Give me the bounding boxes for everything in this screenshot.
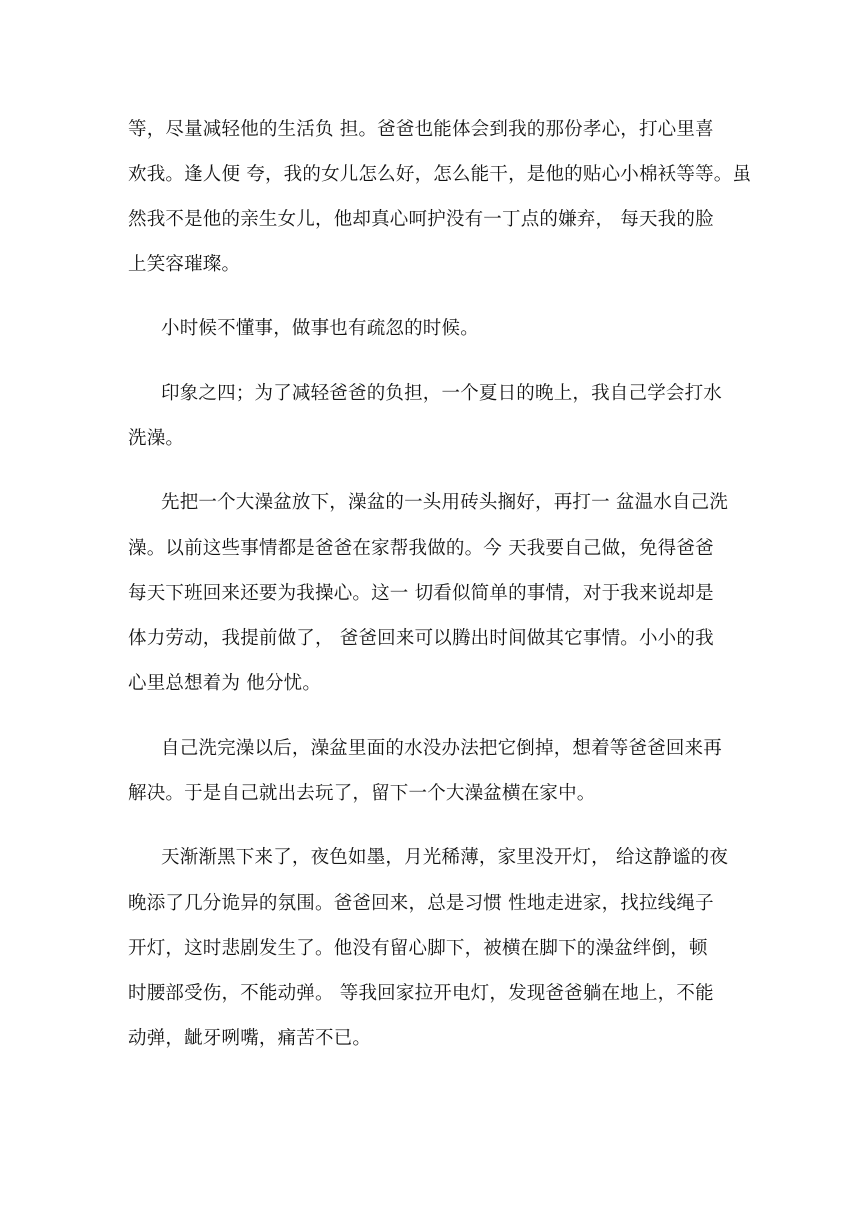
paragraph-line: 小时候不懂事，做事也有疏忽的时候。 xyxy=(161,318,479,339)
paragraph-line: 自己洗完澡以后，澡盆里面的水没办法把它倒掉，想着等爸爸回来再 xyxy=(161,738,723,759)
paragraph-line: 每天下班回来还要为我操心。这一 切看似简单的事情，对于我来说却是 xyxy=(128,583,714,604)
paragraph-line: 先把一个大澡盆放下，澡盆的一头用砖头搁好，再打一 盆温水自己洗 xyxy=(161,492,729,513)
paragraph-line: 洗澡。 xyxy=(128,428,185,449)
paragraph-line: 天渐渐黑下来了，夜色如墨，月光稀薄，家里没开灯， 给这静谧的夜 xyxy=(161,847,729,868)
paragraph-line: 开灯，这时悲剧发生了。他没有留心脚下，被横在脚下的澡盆绊倒，顿 xyxy=(128,938,708,959)
paragraph-line: 印象之四；为了减轻爸爸的负担，一个夏日的晚上，我自己学会打水 xyxy=(161,383,723,404)
paragraph-line: 欢我。逢人便 夸，我的女儿怎么好，怎么能干，是他的贴心小棉袄等等。虽 xyxy=(128,164,752,185)
paragraph-line: 澡。以前这些事情都是爸爸在家帮我做的。今 天我要自己做，免得爸爸 xyxy=(128,538,714,559)
paragraph-line: 解决。于是自己就出去玩了，留下一个大澡盆横在家中。 xyxy=(128,783,596,804)
paragraph-line: 时腰部受伤，不能动弹。 等我回家拉开电灯，发现爸爸躺在地上，不能 xyxy=(128,983,714,1004)
paragraph-line: 等，尽量减轻他的生活负 担。爸爸也能体会到我的那份孝心，打心里喜 xyxy=(128,119,714,140)
paragraph-line: 然我不是他的亲生女儿，他却真心呵护没有一丁点的嫌弃， 每天我的脸 xyxy=(128,209,714,230)
paragraph-line: 上笑容璀璨。 xyxy=(128,254,241,275)
paragraph-line: 晚添了几分诡异的氛围。爸爸回来，总是习惯 性地走进家，找拉线绳子 xyxy=(128,893,714,914)
paragraph-line: 心里总想着为 他分忧。 xyxy=(128,673,322,694)
paragraph-line: 动弹，龇牙咧嘴，痛苦不已。 xyxy=(128,1028,372,1049)
paragraph-line: 体力劳动，我提前做了， 爸爸回来可以腾出时间做其它事情。小小的我 xyxy=(128,628,714,649)
